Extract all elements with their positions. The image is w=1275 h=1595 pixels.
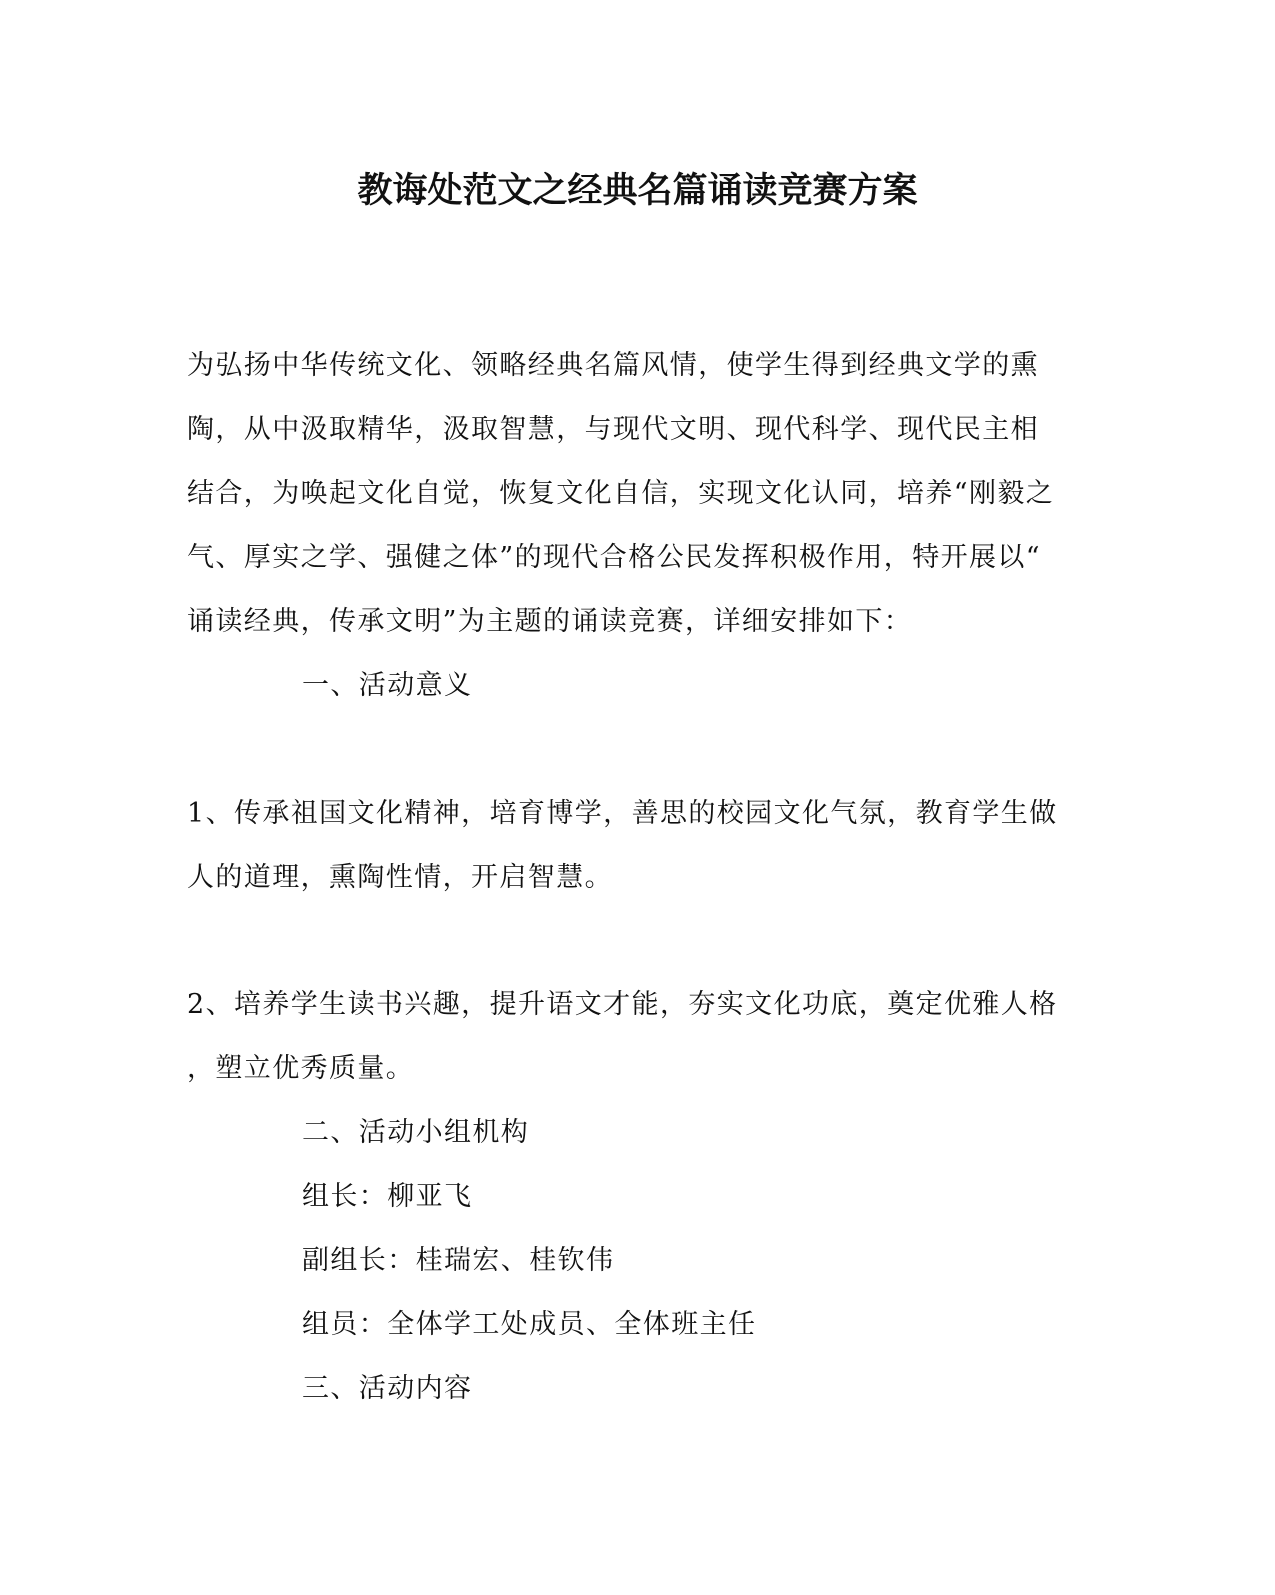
intro-line-1: 为弘扬中华传统文化、领略经典名篇风情，使学生得到经典文学的熏: [187, 350, 1039, 381]
section-heading-organization: 二、活动小组机构: [302, 1117, 530, 1148]
intro-line-4: 气、厚实之学、强健之体”的现代合格公民发挥积极作用，特开展以“: [187, 542, 1042, 573]
section-heading-significance: 一、活动意义: [302, 670, 473, 701]
leader-line: 组长：柳亚飞: [302, 1181, 473, 1212]
item-1-line-1: 1、传承祖国文化精神，培育博学，善思的校园文化气氛，教育学生做: [187, 798, 1058, 829]
section-heading-content: 三、活动内容: [302, 1373, 473, 1404]
item-2-line-2: ，塑立优秀质量。: [187, 1053, 415, 1084]
intro-line-5: 诵读经典，传承文明”为主题的诵读竞赛，详细安排如下：: [187, 606, 913, 637]
members-line: 组员：全体学工处成员、全体班主任: [302, 1309, 757, 1340]
document-title: 教诲处范文之经典名篇诵读竞赛方案: [357, 170, 918, 211]
deputy-leader-line: 副组长：桂瑞宏、桂钦伟: [302, 1245, 615, 1276]
intro-line-2: 陶，从中汲取精华，汲取智慧，与现代文明、现代科学、现代民主相: [187, 414, 1039, 445]
intro-line-3: 结合，为唤起文化自觉，恢复文化自信，实现文化认同，培养“刚毅之: [187, 478, 1055, 509]
item-1-line-2: 人的道理，熏陶性情，开启智慧。: [187, 862, 613, 893]
item-2-line-1: 2、培养学生读书兴趣，提升语文才能，夯实文化功底，奠定优雅人格: [187, 989, 1058, 1020]
